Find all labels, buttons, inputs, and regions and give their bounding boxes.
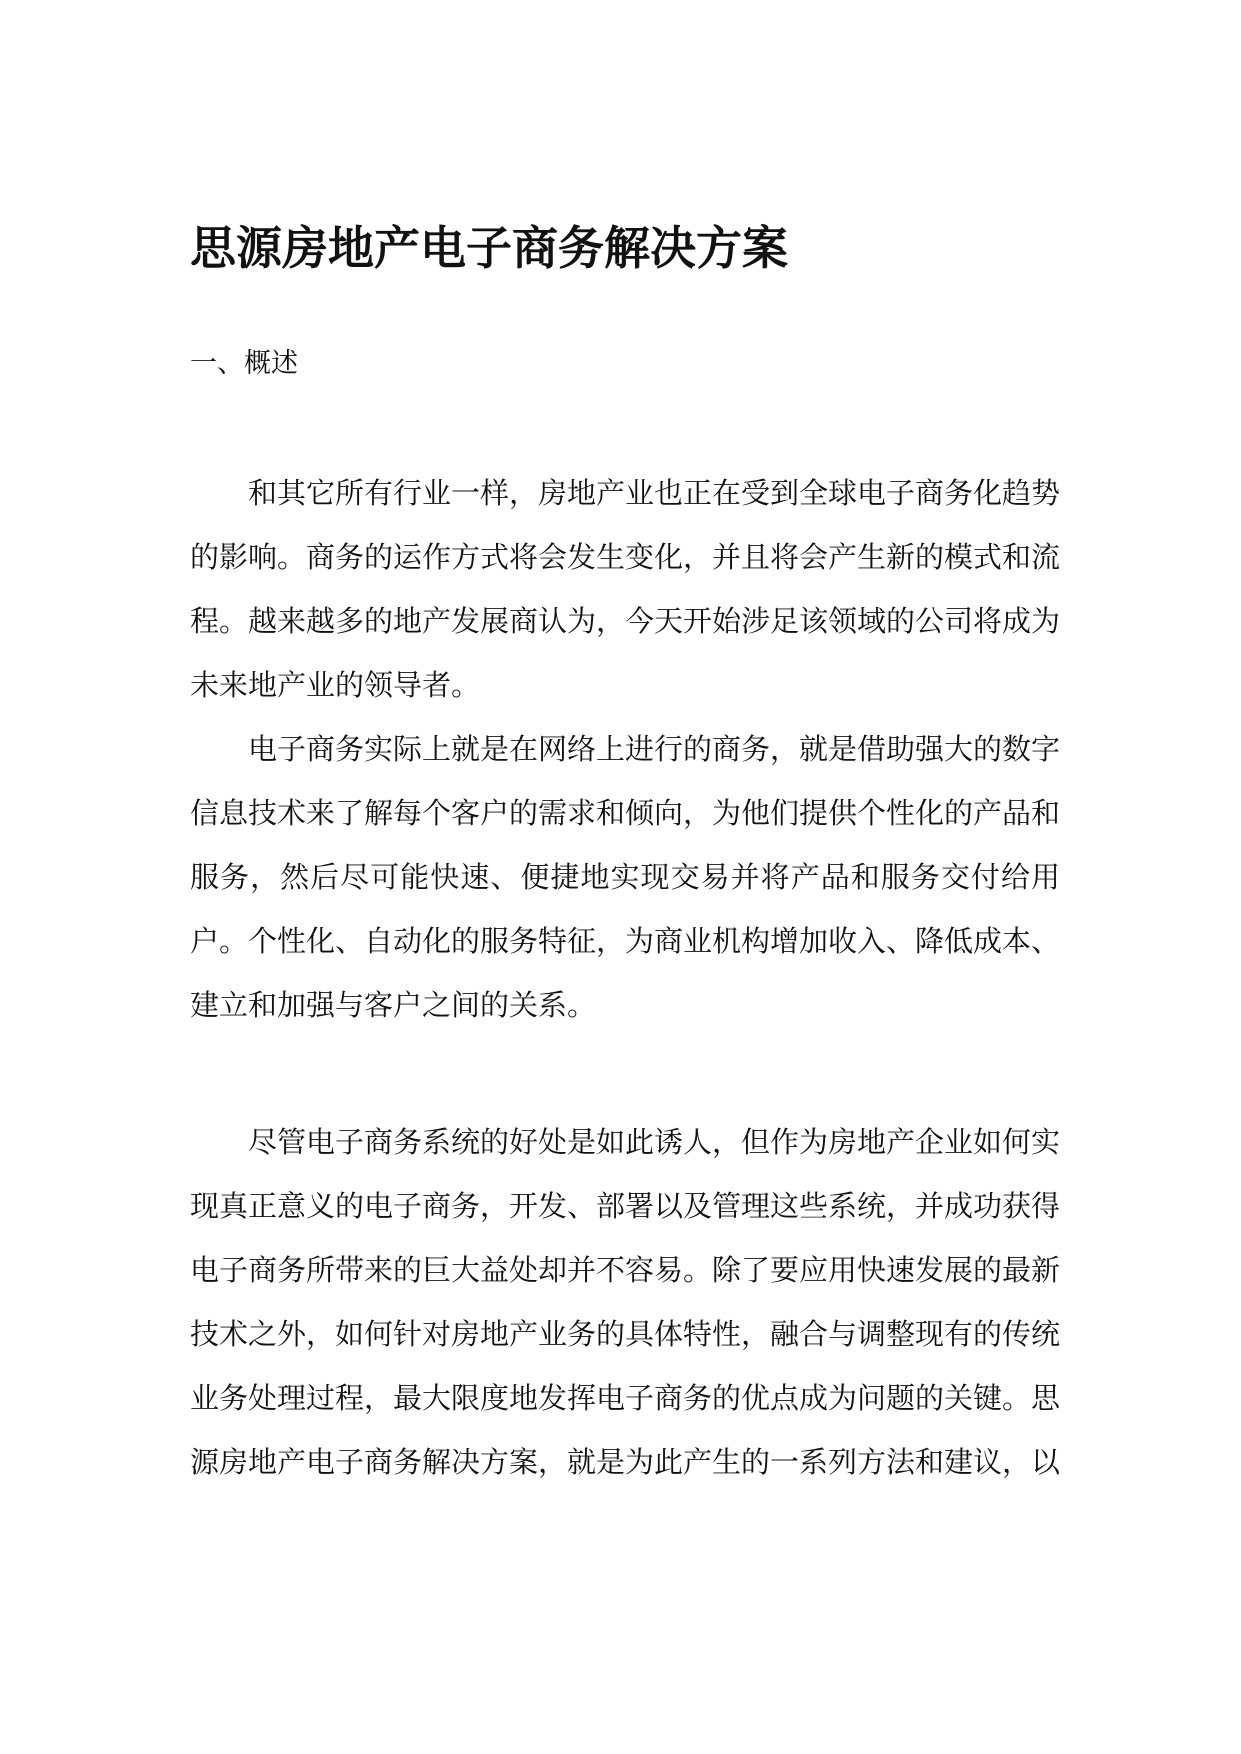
paragraph-3: 尽管电子商务系统的好处是如此诱人，但作为房地产企业如何实现真正意义的电子商务，开发、部署以及管理这些系统，并成功获得电子商务所带来的巨大益处却并不容易。除了要应用快速发展的最新技术之外，如何针对房地产业务的具体特性，融合与调整现有的传统业务处理过程，最大限度地发挥电子商务的优点成为问题的关键。思源房地产电子商务解决方案，就是为此产生的一系列方法和建议，以 [190,1125,1061,1479]
paragraph-1: 和其它所有行业一样，房地产业也正在受到全球电子商务化趋势的影响。商务的运作方式将会发生变化，并且将会产生新的模式和流程。越来越多的地产发展商认为，今天开始涉足该领域的公司将成为未来地产业的领导者。 [190,476,1061,702]
document-title: 思源房地产电子商务解决方案 [190,221,788,275]
paragraph-2: 电子商务实际上就是在网络上进行的商务，就是借助强大的数字信息技术来了解每个客户的需求和倾向，为他们提供个性化的产品和服务，然后尽可能快速、便捷地实现交易并将产品和服务交付给用户。个性化、自动化的服务特征，为商业机构增加收入、降低成本、建立和加强与客户之间的关系。 [190,732,1061,1022]
section-heading: 一、概述 [190,348,298,379]
